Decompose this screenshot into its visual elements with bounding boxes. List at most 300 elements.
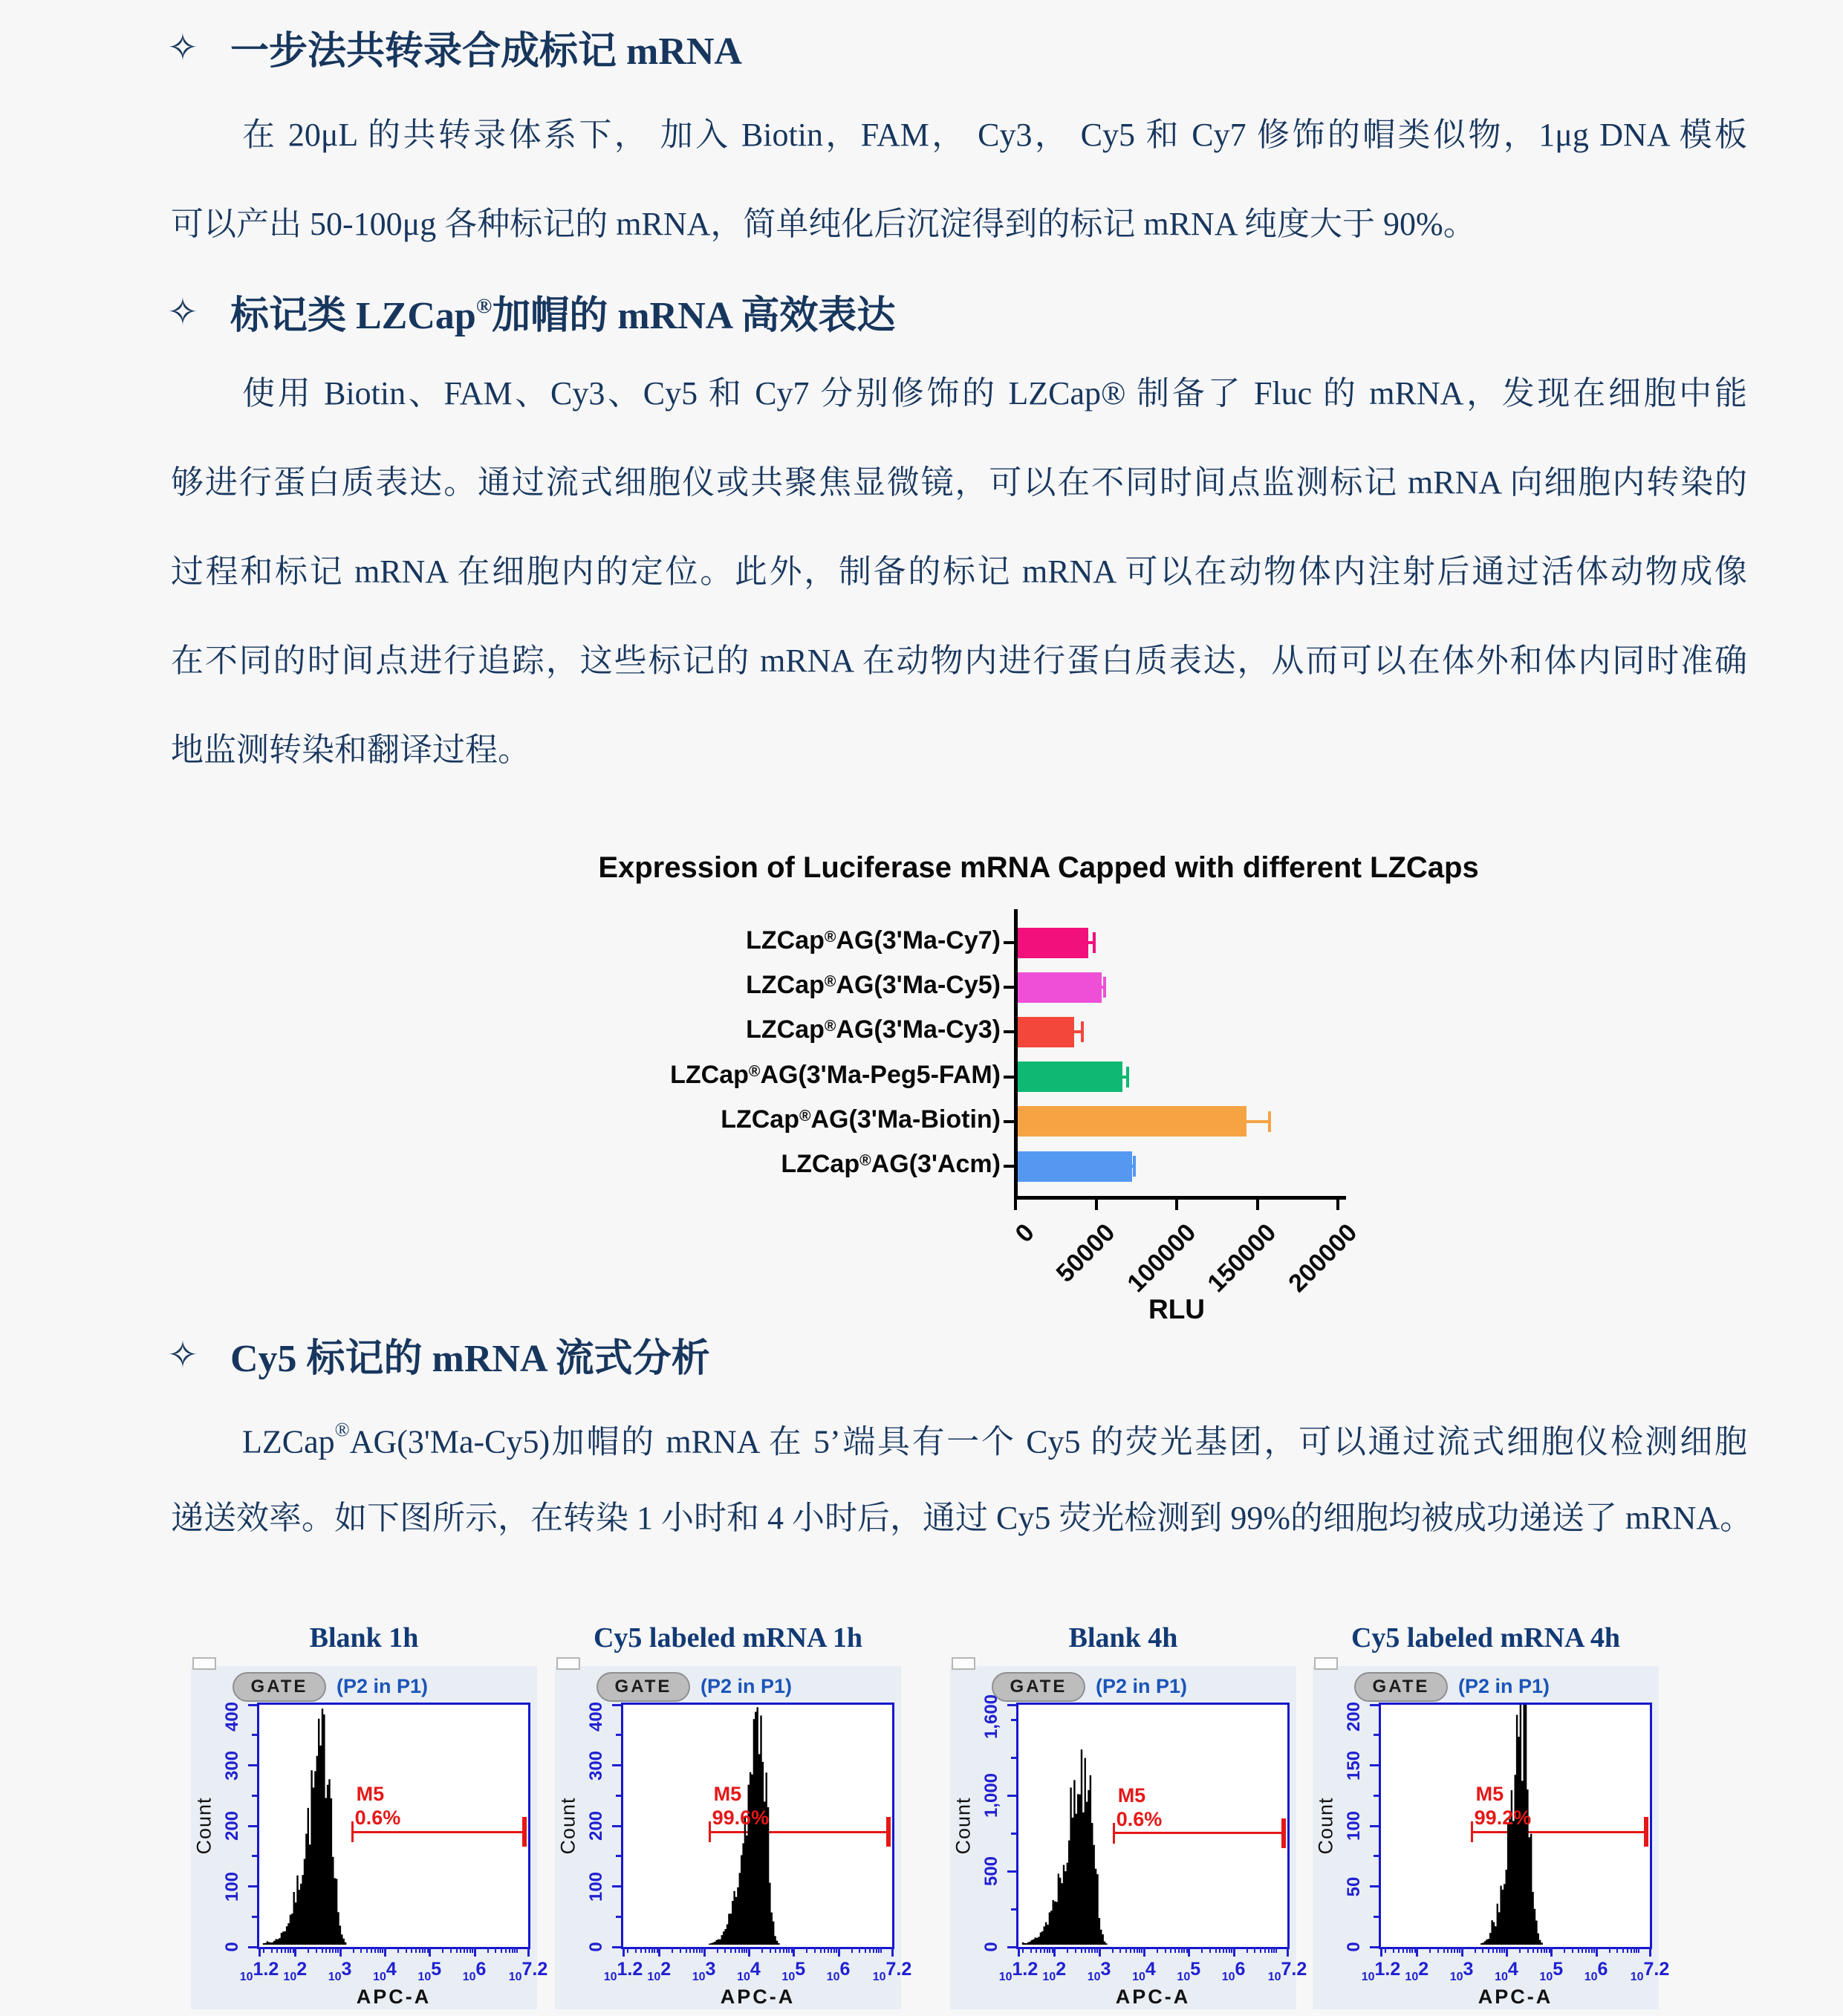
y-axis-tick	[1374, 1916, 1379, 1918]
x-axis-title: RLU	[1148, 1294, 1206, 1324]
x-axis-minor-tick	[1246, 1947, 1248, 1953]
x-axis-minor-tick	[657, 1947, 658, 1953]
x-axis-minor-tick	[1137, 1947, 1138, 1953]
x-axis-minor-tick	[290, 1947, 291, 1953]
x-axis-minor-tick	[1638, 1947, 1639, 1953]
x-axis-minor-tick	[366, 1947, 368, 1953]
bar-category-label: LZCap®AG(3'Ma-Biotin)	[721, 1105, 1001, 1134]
x-axis-minor-tick	[460, 1947, 461, 1953]
x-axis-tick	[1018, 1947, 1020, 1957]
x-axis-minor-tick	[1183, 1947, 1185, 1953]
x-axis-minor-tick	[717, 1947, 718, 1953]
y-axis-tick-label: 1,600	[981, 1694, 1001, 1740]
flow-panel-4	[1313, 1622, 1670, 2009]
x-axis-minor-tick	[1451, 1947, 1452, 1953]
x-axis-minor-tick	[741, 1947, 743, 1953]
gate-button[interactable]: GATE	[233, 1672, 326, 1702]
y-axis-tick-label: 150	[1344, 1750, 1364, 1781]
flow-panel-box	[555, 1666, 912, 2009]
x-axis-minor-tick	[730, 1947, 732, 1953]
y-axis-tick	[1011, 1719, 1016, 1721]
x-axis-minor-tick	[374, 1947, 376, 1953]
bar-chart-title: Expression of Luciferase mRNA Capped with different LZCaps	[598, 851, 1479, 884]
x-axis-minor-tick	[495, 1947, 496, 1953]
y-axis-tick	[252, 1734, 257, 1736]
x-axis-minor-tick	[1496, 1947, 1498, 1953]
x-axis-minor-tick	[1052, 1947, 1053, 1953]
paragraph-line: 地监测转染和翻译过程。	[171, 732, 530, 768]
x-axis-minor-tick	[509, 1947, 510, 1953]
gate-marker-name: M5	[713, 1783, 742, 1806]
gate-marker-name: M5	[1117, 1783, 1146, 1807]
x-axis-minor-tick	[1219, 1947, 1220, 1953]
y-axis-tick	[1374, 1795, 1379, 1797]
x-axis-minor-tick	[1636, 1947, 1637, 1953]
x-axis-minor-tick	[1139, 1947, 1140, 1953]
x-axis-minor-tick	[1141, 1947, 1142, 1953]
x-axis-tick-label: 107.2	[508, 1959, 548, 1983]
x-axis-minor-tick	[1273, 1947, 1275, 1953]
paragraph-line: 使用 Biotin、FAM、Cy3、Cy5 和 Cy7 分别修饰的 LZCap® 制备了 Fluc 的 mRNA，发现在细胞中能	[242, 375, 1747, 412]
x-axis-tick-label: 0	[1010, 1218, 1040, 1249]
x-axis-minor-tick	[1181, 1947, 1183, 1953]
x-axis-minor-tick	[1585, 1947, 1587, 1953]
x-axis-minor-tick	[1022, 1947, 1024, 1953]
x-axis-tick-label: 104	[1132, 1959, 1156, 1983]
x-axis-tick	[474, 1947, 476, 1957]
x-axis-minor-tick	[1588, 1947, 1590, 1953]
y-axis-tick	[1007, 1946, 1016, 1948]
x-axis-minor-tick	[775, 1947, 776, 1953]
x-axis-minor-tick	[746, 1947, 747, 1953]
y-axis-tick	[248, 1946, 257, 1948]
x-axis-minor-tick	[828, 1947, 829, 1953]
x-axis-minor-tick	[744, 1947, 745, 1953]
x-axis-minor-tick	[382, 1947, 383, 1953]
x-axis-tick-label: 103	[328, 1959, 352, 1983]
x-axis-minor-tick	[1119, 1947, 1121, 1953]
x-axis-minor-tick	[285, 1947, 286, 1953]
x-axis-minor-tick	[308, 1947, 309, 1953]
x-axis-minor-tick	[377, 1947, 379, 1953]
x-axis-tick-label: 104	[737, 1959, 761, 1983]
x-axis-minor-tick	[335, 1947, 337, 1953]
x-axis-minor-tick	[516, 1947, 518, 1953]
x-axis-minor-tick	[1616, 1947, 1618, 1953]
x-axis-minor-tick	[1157, 1947, 1158, 1953]
x-axis-minor-tick	[1631, 1947, 1632, 1953]
gate-marker-name: M5	[1475, 1783, 1504, 1806]
diamond-bullet-icon: ✧	[167, 1333, 198, 1376]
x-axis-minor-tick	[1096, 1947, 1098, 1953]
y-axis-tick-label: 100	[1344, 1810, 1364, 1841]
gate-scope-label: (P2 in P1)	[701, 1675, 793, 1697]
bar-category-label: LZCap®AG(3'Ma-Peg5-FAM)	[670, 1060, 1001, 1089]
gate-marker-right-cap	[1281, 1818, 1286, 1848]
x-axis-minor-tick	[419, 1947, 420, 1953]
x-axis-title: APC-A	[1478, 1986, 1553, 2008]
x-axis-tick	[1550, 1947, 1553, 1957]
x-axis-minor-tick	[1036, 1947, 1037, 1953]
y-axis-tick	[248, 1885, 257, 1887]
y-axis-tick-label: 400	[222, 1701, 242, 1732]
x-axis-tick	[384, 1947, 386, 1957]
x-axis-minor-tick	[442, 1947, 443, 1953]
x-axis-minor-tick	[1226, 1947, 1227, 1953]
x-axis-minor-tick	[1527, 1947, 1529, 1953]
paragraph-line: 过程和标记 mRNA 在细胞内的定位。此外，制备的标记 mRNA 可以在动物体内注射后通过活体动物成像	[171, 553, 1747, 590]
x-axis-minor-tick	[332, 1947, 334, 1953]
x-axis-tick	[1416, 1947, 1418, 1957]
y-axis-tick-label: 200	[586, 1810, 606, 1841]
gate-scope-label: (P2 in P1)	[1096, 1675, 1188, 1697]
x-axis-minor-tick	[1488, 1947, 1489, 1953]
x-axis-tick-label: 101.2	[1361, 1959, 1401, 1983]
y-axis-tick-label: 300	[586, 1750, 606, 1781]
x-axis-minor-tick	[353, 1947, 354, 1953]
x-axis-tick-label: 103	[692, 1959, 716, 1983]
x-axis-minor-tick	[422, 1947, 423, 1953]
x-axis-tick-label: 102	[283, 1959, 308, 1983]
diamond-bullet-icon: ✧	[167, 25, 198, 69]
y-axis-tick-label: 0	[586, 1942, 606, 1952]
y-axis-tick	[1374, 1734, 1379, 1736]
x-axis-minor-tick	[1406, 1947, 1408, 1953]
bar-category-label: LZCap®AG(3'Acm)	[781, 1150, 1001, 1178]
y-axis-tick	[612, 1946, 621, 1948]
x-axis-tick	[1099, 1947, 1101, 1957]
x-axis-minor-tick	[512, 1947, 513, 1953]
x-axis-minor-tick	[1275, 1947, 1277, 1953]
bar-category-label: LZCap®AG(3'Ma-Cy3)	[746, 1015, 1001, 1044]
x-axis-minor-tick	[1499, 1947, 1501, 1953]
x-axis-minor-tick	[501, 1947, 502, 1953]
y-axis-tick-label: 200	[222, 1810, 242, 1841]
heading-2-text: 标记类 LZCap®加帽的 mRNA 高效表达	[230, 295, 896, 337]
x-axis-tick-label: 102	[1405, 1959, 1429, 1983]
x-axis-minor-tick	[1231, 1947, 1232, 1953]
x-axis-minor-tick	[1398, 1947, 1400, 1953]
x-axis-tick-label: 101.2	[998, 1959, 1038, 1983]
flow-panel-box	[1313, 1666, 1670, 2009]
x-axis-minor-tick	[329, 1947, 331, 1953]
y-axis-tick	[1370, 1946, 1379, 1948]
x-axis-minor-tick	[1393, 1947, 1394, 1953]
x-axis-minor-tick	[322, 1947, 323, 1953]
x-axis-minor-tick	[1537, 1947, 1538, 1953]
gate-marker-percent: 0.6%	[1116, 1807, 1163, 1830]
x-axis-tick-label: 105	[1177, 1959, 1201, 1983]
x-axis-minor-tick	[1264, 1947, 1266, 1953]
x-axis-minor-tick	[1047, 1947, 1048, 1953]
x-axis-tick	[1053, 1947, 1056, 1957]
x-axis-minor-tick	[263, 1947, 264, 1953]
x-axis-minor-tick	[1186, 1947, 1188, 1953]
bar-category-label: LZCap®AG(3'Ma-Cy7)	[746, 926, 1001, 955]
paragraph-line: 在不同的时间点进行追踪，这些标记的 mRNA 在动物内进行蛋白质表达，从而可以在体外和体内同时准确	[171, 643, 1747, 679]
x-axis-minor-tick	[1075, 1947, 1076, 1953]
x-axis-minor-tick	[1040, 1947, 1041, 1953]
x-axis-minor-tick	[1112, 1947, 1114, 1953]
x-axis-minor-tick	[806, 1947, 807, 1953]
y-axis-tick	[1007, 1795, 1016, 1797]
x-axis-tick	[891, 1947, 894, 1957]
x-axis-minor-tick	[1544, 1947, 1545, 1953]
y-axis-tick	[1011, 1908, 1016, 1911]
heading-1-text: 一步法共转录合成标记 mRNA	[230, 30, 742, 73]
x-axis-title: APC-A	[356, 1986, 432, 2008]
x-axis-minor-tick	[1409, 1947, 1411, 1953]
x-axis-tick-label: 102	[647, 1959, 672, 1983]
y-axis-tick	[1374, 1855, 1379, 1857]
x-axis-minor-tick	[791, 1947, 793, 1953]
x-axis-minor-tick	[1215, 1947, 1217, 1953]
x-axis-tick	[1188, 1947, 1190, 1957]
x-axis-tick-label: 106	[462, 1959, 487, 1983]
x-axis-minor-tick	[788, 1947, 790, 1953]
x-axis-minor-tick	[1044, 1947, 1045, 1953]
x-axis-tick-label: 105	[1539, 1959, 1564, 1983]
x-axis-title: APC-A	[720, 1986, 796, 2008]
x-axis-minor-tick	[831, 1947, 832, 1953]
x-axis-minor-tick	[1385, 1947, 1386, 1953]
x-axis-tick-label: 107.2	[872, 1959, 912, 1983]
x-axis-minor-tick	[1091, 1947, 1093, 1953]
x-axis-minor-tick	[696, 1947, 698, 1953]
y-axis-tick	[616, 1795, 621, 1797]
x-axis-minor-tick	[464, 1947, 465, 1953]
x-axis-minor-tick	[1201, 1947, 1203, 1953]
x-axis-tick-label: 104	[373, 1959, 397, 1983]
y-axis-tick	[1007, 1704, 1016, 1706]
x-axis-minor-tick	[1414, 1947, 1416, 1953]
x-axis-minor-tick	[287, 1947, 289, 1953]
x-axis-minor-tick	[1609, 1947, 1610, 1953]
x-axis-minor-tick	[487, 1947, 489, 1953]
x-axis-tick-label: 103	[1449, 1959, 1474, 1983]
x-axis-tick	[1596, 1947, 1598, 1957]
x-axis-minor-tick	[1475, 1947, 1476, 1953]
x-axis-minor-tick	[1260, 1947, 1261, 1953]
y-axis-tick	[612, 1764, 621, 1766]
flow-panel-title: Blank 1h	[309, 1622, 419, 1654]
y-axis-tick	[612, 1825, 621, 1827]
x-axis-minor-tick	[1549, 1947, 1550, 1953]
paragraph-line: 够进行蛋白质表达。通过流式细胞仪或共聚焦显微镜，可以在不同时间点监测标记 mRNA 向细胞内转染的	[171, 464, 1747, 501]
x-axis-minor-tick	[1627, 1947, 1628, 1953]
gate-button[interactable]: GATE	[597, 1672, 690, 1702]
x-axis-tick-label: 105	[417, 1959, 442, 1983]
x-axis-minor-tick	[724, 1947, 726, 1953]
x-axis-minor-tick	[271, 1947, 273, 1953]
y-axis-tick	[252, 1916, 257, 1918]
x-axis-minor-tick	[325, 1947, 327, 1953]
x-axis-minor-tick	[1134, 1947, 1135, 1953]
bar-category-label: LZCap®AG(3'Ma-Cy5)	[746, 971, 1001, 1000]
x-axis-minor-tick	[859, 1947, 860, 1953]
y-axis-tick-label: 0	[981, 1942, 1001, 1952]
x-axis-minor-tick	[693, 1947, 695, 1953]
x-axis-minor-tick	[371, 1947, 372, 1953]
x-axis-minor-tick	[635, 1947, 637, 1953]
x-axis-minor-tick	[1482, 1947, 1483, 1953]
x-axis-minor-tick	[1125, 1947, 1127, 1953]
x-axis-minor-tick	[865, 1947, 866, 1953]
gate-marker-right-cap	[1644, 1817, 1648, 1847]
x-axis-tick-label: 102	[1042, 1959, 1067, 1983]
y-axis-title: Count	[1314, 1797, 1337, 1855]
x-axis-minor-tick	[645, 1947, 646, 1953]
y-axis-tick	[616, 1855, 621, 1857]
x-axis-tick-label: 200000	[1282, 1218, 1362, 1298]
flow-panel-box	[191, 1666, 548, 2009]
x-axis-minor-tick	[1229, 1947, 1230, 1953]
x-axis-minor-tick	[836, 1947, 837, 1953]
x-axis-minor-tick	[1564, 1947, 1565, 1953]
y-axis-tick-label: 1,000	[981, 1773, 1001, 1818]
gate-button[interactable]: GATE	[992, 1672, 1085, 1702]
x-axis-minor-tick	[276, 1947, 278, 1953]
x-axis-minor-tick	[779, 1947, 781, 1953]
x-axis-minor-tick	[281, 1947, 282, 1953]
x-axis-minor-tick	[472, 1947, 473, 1953]
x-axis-tick-label: 104	[1495, 1959, 1518, 1983]
x-axis-minor-tick	[1085, 1947, 1086, 1953]
x-axis-minor-tick	[1447, 1947, 1449, 1953]
paragraph-line: LZCap®AG(3'Ma-Cy5)加帽的 mRNA 在 5’端具有一个 Cy5 的荧光基团，可以通过流式细胞仪检测细胞	[242, 1418, 1747, 1460]
x-axis-minor-tick	[1546, 1947, 1547, 1953]
panel-corner-notch	[1314, 1657, 1338, 1670]
x-axis-minor-tick	[680, 1947, 681, 1953]
x-axis-tick	[294, 1947, 296, 1957]
flow-panel-title: Blank 4h	[1068, 1622, 1178, 1654]
x-axis-minor-tick	[770, 1947, 771, 1953]
paragraph-line: 递送效率。如下图所示，在转染 1 小时和 4 小时后，通过 Cy5 荧光检测到 99%的细胞均被成功递送了 mRNA。	[171, 1500, 1753, 1536]
x-axis-minor-tick	[1268, 1947, 1270, 1953]
x-axis-minor-tick	[869, 1947, 871, 1953]
y-axis-tick	[1370, 1825, 1379, 1827]
x-axis-minor-tick	[851, 1947, 853, 1953]
x-axis-tick-label: 106	[826, 1959, 851, 1983]
x-axis-minor-tick	[316, 1947, 317, 1953]
panel-corner-notch	[952, 1657, 975, 1670]
y-axis-tick-label: 0	[1344, 1942, 1364, 1952]
x-axis-minor-tick	[689, 1947, 691, 1953]
x-axis-minor-tick	[1088, 1947, 1090, 1953]
x-axis-minor-tick	[833, 1947, 835, 1953]
x-axis-tick-label: 103	[1087, 1959, 1111, 1983]
x-axis-minor-tick	[1572, 1947, 1573, 1953]
y-axis-tick	[252, 1795, 257, 1797]
x-axis-tick-label: 107.2	[1630, 1959, 1670, 1983]
y-axis-title: Count	[952, 1797, 975, 1855]
x-axis-tick	[1287, 1947, 1289, 1957]
flow-panel-box	[950, 1666, 1307, 2009]
x-axis-minor-tick	[651, 1947, 653, 1953]
x-axis-tick	[1649, 1947, 1651, 1957]
flow-panel-title: Cy5 labeled mRNA 4h	[1350, 1622, 1621, 1654]
x-axis-tick-label: 106	[1221, 1959, 1246, 1983]
x-axis-minor-tick	[699, 1947, 701, 1953]
x-axis-tick-label: 107.2	[1267, 1959, 1307, 1983]
x-axis-minor-tick	[1578, 1947, 1579, 1953]
x-axis-minor-tick	[1411, 1947, 1413, 1953]
x-axis-tick	[703, 1947, 706, 1957]
y-axis-tick	[616, 1734, 621, 1736]
x-axis-minor-tick	[1459, 1947, 1460, 1953]
x-axis-minor-tick	[1519, 1947, 1521, 1953]
x-axis-minor-tick	[1130, 1947, 1131, 1953]
heading-3-text: Cy5 标记的 mRNA 流式分析	[230, 1338, 710, 1380]
flow-panel-1	[191, 1622, 548, 2009]
x-axis-minor-tick	[514, 1947, 516, 1953]
x-axis-minor-tick	[761, 1947, 763, 1953]
x-axis-minor-tick	[1209, 1947, 1211, 1953]
x-axis-tick	[339, 1947, 342, 1957]
x-axis-minor-tick	[1429, 1947, 1431, 1953]
x-axis-minor-tick	[397, 1947, 399, 1953]
panel-corner-notch	[192, 1657, 216, 1670]
x-axis-minor-tick	[701, 1947, 703, 1953]
x-axis-tick	[1380, 1947, 1382, 1957]
y-axis-tick-label: 500	[981, 1856, 1001, 1887]
x-axis-minor-tick	[1067, 1947, 1068, 1953]
x-axis-minor-tick	[427, 1947, 429, 1953]
x-axis-tick	[1506, 1947, 1508, 1957]
x-axis-minor-tick	[337, 1947, 339, 1953]
gate-marker-right-cap	[886, 1817, 891, 1847]
diamond-bullet-icon: ✧	[167, 290, 198, 334]
x-axis-minor-tick	[1170, 1947, 1171, 1953]
x-axis-tick	[748, 1947, 750, 1957]
x-axis-tick-label: 101.2	[239, 1959, 279, 1983]
x-axis-minor-tick	[735, 1947, 736, 1953]
x-axis-tick	[429, 1947, 431, 1957]
x-axis-minor-tick	[1402, 1947, 1404, 1953]
gate-marker-right-cap	[522, 1817, 527, 1847]
x-axis-minor-tick	[360, 1947, 362, 1953]
x-axis-tick	[259, 1947, 261, 1957]
x-axis-minor-tick	[1582, 1947, 1583, 1953]
gate-button[interactable]: GATE	[1354, 1672, 1448, 1702]
x-axis-minor-tick	[1501, 1947, 1503, 1953]
x-axis-minor-tick	[1591, 1947, 1593, 1953]
x-axis-minor-tick	[1081, 1947, 1082, 1953]
gate-marker-percent: 99.2%	[1474, 1807, 1532, 1830]
y-axis-tick-label: 100	[222, 1871, 242, 1902]
x-axis-minor-tick	[649, 1947, 650, 1953]
panel-corner-notch	[556, 1657, 580, 1670]
x-axis-title: APC-A	[1115, 1986, 1191, 2008]
x-axis-minor-tick	[505, 1947, 507, 1953]
x-axis-minor-tick	[1593, 1947, 1595, 1953]
x-axis-tick	[658, 1947, 660, 1957]
x-axis-minor-tick	[1174, 1947, 1176, 1953]
x-axis-minor-tick	[1223, 1947, 1224, 1953]
x-axis-minor-tick	[1094, 1947, 1096, 1953]
x-axis-minor-tick	[415, 1947, 417, 1953]
y-axis-tick-label: 0	[222, 1942, 242, 1952]
x-axis-minor-tick	[738, 1947, 740, 1953]
x-axis-minor-tick	[627, 1947, 628, 1953]
x-axis-minor-tick	[467, 1947, 468, 1953]
gate-scope-label: (P2 in P1)	[337, 1675, 429, 1697]
x-axis-minor-tick	[1443, 1947, 1445, 1953]
x-axis-minor-tick	[686, 1947, 687, 1953]
x-axis-minor-tick	[1049, 1947, 1050, 1953]
x-axis-tick	[1143, 1947, 1145, 1957]
x-axis-minor-tick	[878, 1947, 880, 1953]
